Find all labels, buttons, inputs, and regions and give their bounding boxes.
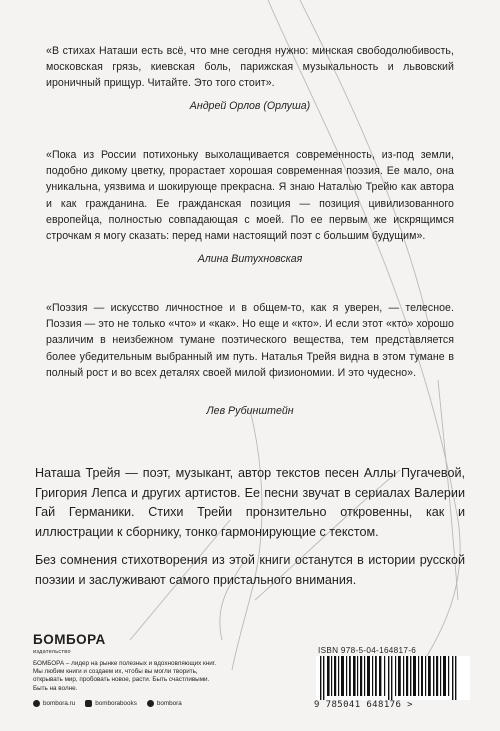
quote-2-author: Алина Витухновская: [197, 253, 303, 265]
social-vk-label: bomborabooks: [95, 700, 137, 707]
social-site-label: bombora.ru: [43, 700, 76, 707]
social-vk[interactable]: [85, 700, 137, 707]
publisher-socials: [33, 700, 182, 707]
quote-2-text: «Пока из России потихоньку выхолащивается современность, из-под земли, подобно дикому цветку, прорастает хорошая современная поэзия. Ее мало, она уникальна, уязвима и шокирующе прекрасна. Я знаю Наталью Трейю как автора и как гражданина. Ее гражданская позиция — позиция цивилизованного европейца, полностью совпадающая с моей. По ее первым же искрящимся строчкам я могу сказать: перед нами настоящий поэт с большим будущим».: [46, 149, 454, 243]
quote-1-text: «В стихах Наташи есть всё, что мне сегодня нужно: минская свободолюбивость, московская грязь, киевская боль, парижская музыкальность и львовский ироничный прищур. Читайте. Это того стоит».: [46, 45, 454, 90]
publisher-description: БОМБОРА – лидер на рынке полезных и вдохновляющих книг. Мы любим книги и создаем их, чтобы вы могли творить, открывать мир, пробовать новое, расти. Быть счастливыми. Быть на волне.: [33, 660, 217, 692]
quote-1-author: Андрей Орлов (Орлуша): [189, 100, 311, 112]
bio-paragraph-2: Без сомнения стихотворения из этой книги останутся в истории русской поэзии и заслуживают самого пристального внимания.: [35, 553, 465, 587]
publisher-subtitle: издательство: [33, 649, 71, 655]
quote-3-author: Лев Рубинштейн: [206, 405, 294, 417]
barcode-digits: 9 785041 648176 >: [314, 700, 413, 710]
isbn-label: ISBN 978-5-04-164817-6: [318, 646, 417, 655]
bio-paragraph-1: Наташа Трейя — поэт, музыкант, автор текстов песен Аллы Пугачевой, Григория Лепса и других артистов. Ее песни звучат в сериалах Валерии Гай Германики. Стихи Трейи пронзительно откровенны, как и иллюстрации к сборнику, тонко гармонирующие с текстом.: [35, 466, 465, 539]
social-telegram-label: bombora: [156, 700, 182, 707]
social-telegram[interactable]: [147, 700, 182, 707]
barcode-image: [316, 656, 470, 700]
social-site[interactable]: [33, 700, 75, 707]
telegram-icon: [147, 700, 154, 707]
site-icon: [33, 700, 40, 707]
quote-3-text: «Поэзия — искусство личностное и в общем-то, как я уверен, — телесное. Поэзия — это не только «что» и «как». Но еще и «кто». И если этот «кто» хорошо различим в неизбежном тумане поэтического вещества, тем представляется более убедительным выбранный им путь. Наталья Трейя видна в этом тумане в полный рост и во всех деталях своей милой физиономии. И это чудесно».: [46, 302, 454, 379]
vk-icon: [85, 700, 92, 707]
publisher-logo: БОМБОРА: [33, 632, 106, 647]
